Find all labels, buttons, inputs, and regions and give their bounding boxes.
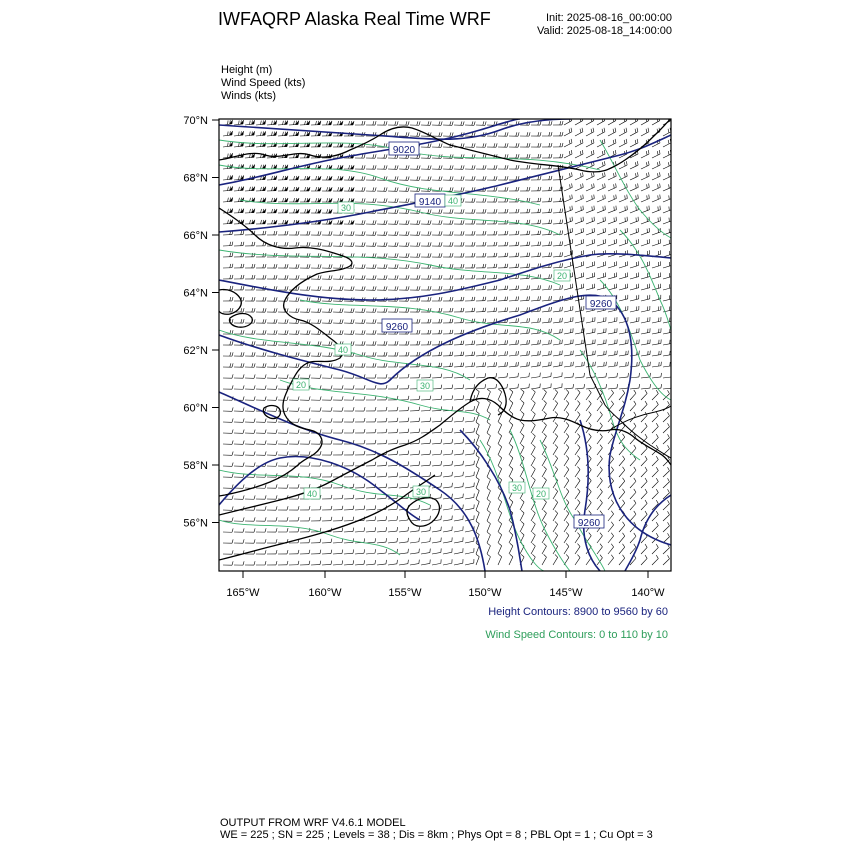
lat-tick-label: 66°N (183, 230, 208, 242)
height-label: 9140 (418, 197, 442, 208)
lon-tick-label: 160°W (308, 587, 342, 599)
field-label-height: Height (m) (221, 64, 273, 76)
wind-label: 20 (295, 380, 307, 390)
wind-label: 30 (415, 487, 427, 497)
field-label-winds: Winds (kts) (221, 90, 276, 102)
field-label-wind-speed: Wind Speed (kts) (221, 77, 306, 89)
lon-tick-label: 145°W (549, 587, 583, 599)
height-label: 9260 (385, 322, 409, 333)
footer-model: OUTPUT FROM WRF V4.6.1 MODEL (220, 817, 406, 829)
longitude-axis (226, 571, 665, 599)
lat-tick-label: 62°N (183, 345, 208, 357)
wind-label: 30 (340, 203, 352, 213)
lat-tick-label: 64°N (183, 287, 208, 300)
height-label: 9260 (577, 518, 601, 529)
lon-tick-label: 165°W (226, 587, 260, 599)
map-title: IWFAQRP Alaska Real Time WRF (218, 9, 491, 29)
lon-tick-label: 140°W (631, 587, 665, 599)
height-label: 9260 (589, 299, 613, 310)
wind-label: 40 (447, 196, 459, 206)
lat-tick-label: 60°N (183, 402, 208, 415)
valid-time: Valid: 2025-08-18_14:00:00 (537, 25, 672, 37)
wind-speed-legend: Wind Speed Contours: 0 to 110 by 10 (485, 629, 668, 641)
wind-label: 20 (556, 271, 568, 281)
wind-label: 30 (419, 381, 431, 391)
lon-tick-label: 150°W (468, 587, 502, 599)
wind-label: 20 (535, 489, 547, 499)
wind-label: 30 (511, 483, 523, 493)
lon-tick-label: 155°W (388, 587, 422, 599)
wind-label: 40 (306, 489, 318, 499)
lat-tick-label: 70°N (183, 115, 208, 127)
height-legend: Height Contours: 8900 to 9560 by 60 (488, 606, 668, 618)
height-label: 9020 (392, 145, 416, 156)
lat-tick-label: 58°N (183, 460, 208, 472)
init-time: Init: 2025-08-16_00:00:00 (546, 12, 672, 24)
footer-settings: WE = 225 ; SN = 225 ; Levels = 38 ; Dis = 8km ; Phys Opt = 8 ; PBL Opt = 1 ; Cu Opt = 3 (220, 829, 653, 841)
lat-tick-label: 56°N (183, 517, 208, 530)
latitude-axis (183, 115, 219, 530)
lat-tick-label: 68°N (183, 172, 208, 185)
wind-label: 40 (337, 345, 349, 355)
